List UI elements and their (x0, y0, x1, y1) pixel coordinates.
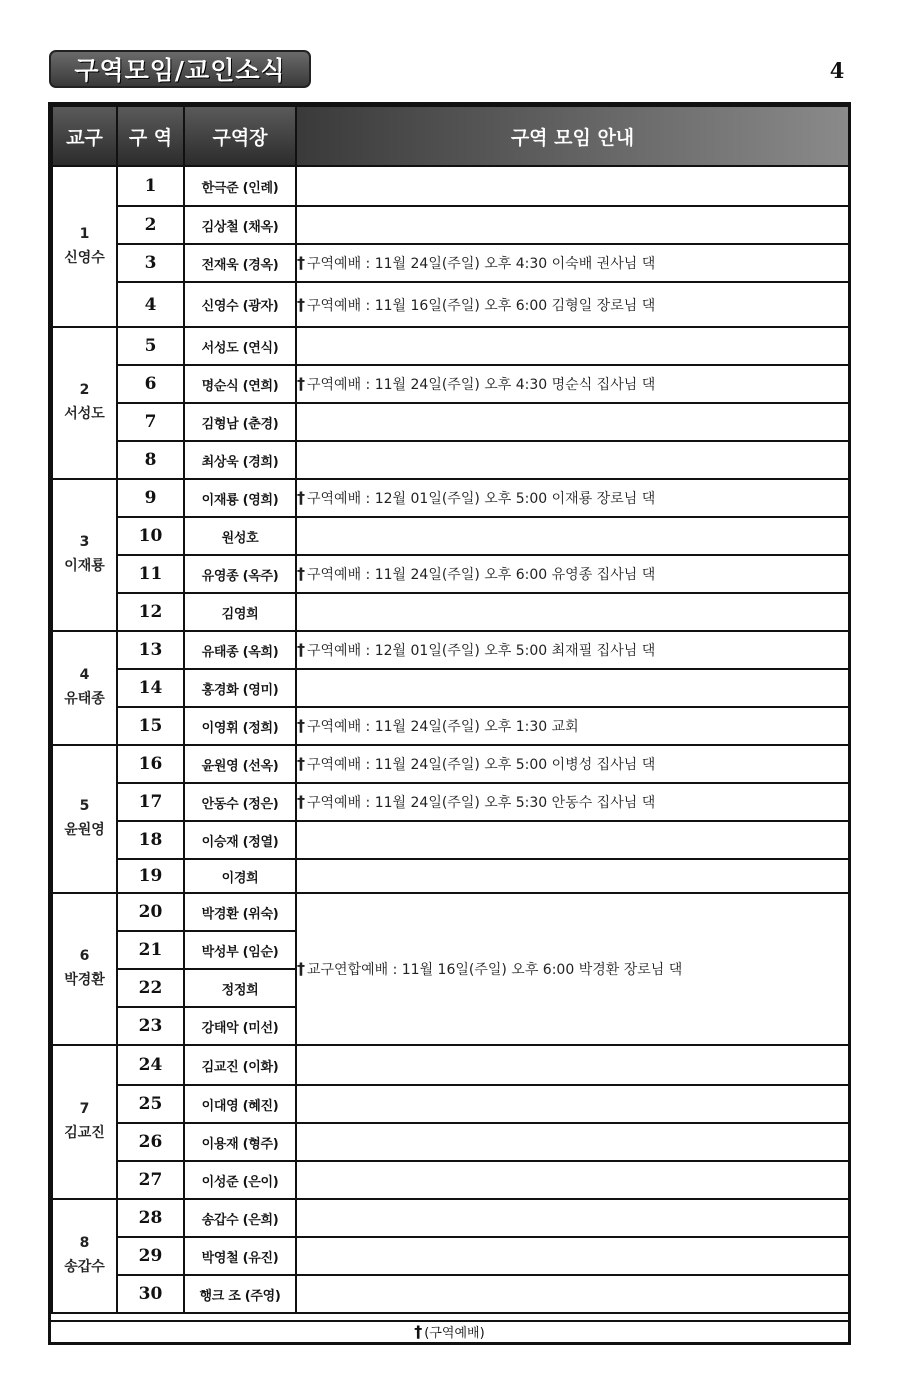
zone-leader-name: 박영철 (유진) (184, 1237, 296, 1275)
zone-leader-name: 박성부 (임순) (184, 931, 296, 969)
table-row (52, 893, 849, 931)
zone-number: 28 (117, 1199, 184, 1237)
meeting-info-cell (296, 1161, 849, 1199)
meeting-info-cell (296, 859, 849, 893)
district-leader: 신영수 (64, 249, 105, 266)
table-header-row (52, 106, 849, 166)
zone-leader-name: 유영종 (옥주) (184, 555, 296, 593)
district-leader: 이재룡 (64, 558, 105, 574)
table-row (52, 403, 849, 441)
meeting-info-text: 교구연합예배 : 11월 16일(주일) 오후 6:00 박경환 장로님 댁 (307, 962, 683, 978)
meeting-info-cell (296, 1123, 849, 1161)
zone-leader-name: 윤원영 (선옥) (184, 745, 296, 783)
district-number: 2 (79, 382, 90, 399)
district-number: 3 (79, 534, 90, 551)
table-row (52, 1275, 849, 1313)
zone-leader-name: 이대영 (혜진) (184, 1085, 296, 1123)
zone-number: 15 (117, 707, 184, 745)
zone-number: 21 (117, 931, 184, 969)
district-cell (52, 166, 117, 327)
zone-leader-name: 이경희 (184, 859, 296, 893)
meeting-info-cell (296, 441, 849, 479)
zone-leader-name: 김상철 (채옥) (184, 206, 296, 244)
zone-number: 2 (117, 206, 184, 244)
zone-number: 30 (117, 1275, 184, 1313)
cross-icon: † (297, 640, 305, 659)
zone-leader-name: 서성도 (연식) (184, 327, 296, 365)
meeting-info-cell (296, 327, 849, 365)
zone-number: 3 (117, 244, 184, 282)
zone-leader-name: 이성준 (은이) (184, 1161, 296, 1199)
zone-leader-name: 김영희 (184, 593, 296, 631)
district-number: 5 (79, 798, 90, 815)
footer-legend (51, 1320, 848, 1342)
meeting-info-cell (296, 593, 849, 631)
district-number: 8 (79, 1235, 90, 1252)
meeting-info-cell (296, 517, 849, 555)
zone-leader-name: 송갑수 (은희) (184, 1199, 296, 1237)
zone-leader-name: 이용재 (형주) (184, 1123, 296, 1161)
district-leader: 서성도 (64, 406, 105, 422)
zone-leader-name: 김형남 (춘경) (184, 403, 296, 441)
zone-number: 23 (117, 1007, 184, 1045)
meeting-info-text: 구역예배 : 12월 01일(주일) 오후 5:00 최재필 집사님 댁 (307, 643, 656, 659)
meeting-info-text: 구역예배 : 12월 01일(주일) 오후 5:00 이재룡 장로님 댁 (307, 491, 656, 507)
district-cell (52, 745, 117, 893)
district-cell (52, 631, 117, 745)
district-cell (52, 1199, 117, 1313)
meeting-info-text: 구역예배 : 11월 24일(주일) 오후 4:30 이숙배 권사님 댁 (307, 256, 656, 272)
zone-leader-name: 이재룡 (영희) (184, 479, 296, 517)
zone-number: 6 (117, 365, 184, 403)
table-row (52, 745, 849, 783)
meeting-info-cell (296, 244, 849, 282)
table-row (52, 1237, 849, 1275)
district-table (51, 105, 850, 1314)
cross-icon: † (297, 374, 305, 393)
zone-number: 9 (117, 479, 184, 517)
cross-icon: † (414, 1322, 423, 1341)
zone-number: 17 (117, 783, 184, 821)
table-row (52, 669, 849, 707)
district-cell (52, 327, 117, 479)
district-cell (52, 1045, 117, 1199)
meeting-info-cell (296, 631, 849, 669)
district-cell (52, 479, 117, 631)
district-leader: 윤원영 (64, 822, 105, 838)
zone-number: 7 (117, 403, 184, 441)
zone-number: 10 (117, 517, 184, 555)
zone-number: 20 (117, 893, 184, 931)
zone-number: 27 (117, 1161, 184, 1199)
district-leader: 송갑수 (64, 1259, 105, 1275)
meeting-info-cell (296, 282, 849, 327)
zone-number: 14 (117, 669, 184, 707)
district-cell (52, 893, 117, 1045)
zone-number: 13 (117, 631, 184, 669)
district-number: 7 (79, 1101, 90, 1118)
meeting-info-cell (296, 1275, 849, 1313)
table-row (52, 1123, 849, 1161)
cross-icon: † (297, 564, 305, 583)
zone-leader-name: 한극준 (인례) (184, 166, 296, 206)
meeting-info-cell (296, 821, 849, 859)
zone-leader-name: 이승재 (정열) (184, 821, 296, 859)
meeting-info-cell (296, 166, 849, 206)
table-row (52, 555, 849, 593)
zone-number: 26 (117, 1123, 184, 1161)
zone-leader-name: 행크 조 (주영) (184, 1275, 296, 1313)
district-leader: 박경환 (64, 972, 105, 988)
cross-icon: † (297, 294, 305, 314)
zone-leader-name: 정정희 (184, 969, 296, 1007)
zone-number: 1 (117, 166, 184, 206)
zone-number: 29 (117, 1237, 184, 1275)
meeting-info-cell (296, 707, 849, 745)
meeting-info-cell (296, 403, 849, 441)
footer-legend-text: (구역예배) (424, 1326, 485, 1341)
zone-leader-name: 홍경화 (영미) (184, 669, 296, 707)
meeting-info-cell (296, 1237, 849, 1275)
zone-leader-name: 전재욱 (경옥) (184, 244, 296, 282)
zone-leader-name: 안동수 (정은) (184, 783, 296, 821)
section-title: 구역모임/교인소식 (74, 56, 286, 85)
meeting-info-text: 구역예배 : 11월 24일(주일) 오후 6:00 유영종 집사님 댁 (307, 567, 656, 583)
meeting-info-cell (296, 1085, 849, 1123)
meeting-info-text: 구역예배 : 11월 24일(주일) 오후 5:30 안동수 집사님 댁 (307, 795, 656, 811)
zone-number: 22 (117, 969, 184, 1007)
cross-icon: † (297, 754, 305, 773)
zone-leader-name: 최상욱 (경희) (184, 441, 296, 479)
zone-leader-name: 신영수 (광자) (184, 282, 296, 327)
meeting-info-cell (296, 745, 849, 783)
zone-number: 16 (117, 745, 184, 783)
table-row (52, 1161, 849, 1199)
zone-leader-name: 김교진 (이화) (184, 1045, 296, 1085)
zone-number: 11 (117, 555, 184, 593)
meeting-info-cell (296, 893, 849, 1045)
table-row (52, 365, 849, 403)
district-number: 1 (79, 225, 90, 242)
table-row (52, 479, 849, 517)
district-number: 6 (79, 948, 90, 965)
cross-icon: † (297, 716, 305, 735)
zone-leader-name: 강태악 (미선) (184, 1007, 296, 1045)
meeting-info-cell (296, 1045, 849, 1085)
zone-leader-name: 유태종 (옥희) (184, 631, 296, 669)
column-header-zone: 구 역 (117, 106, 184, 166)
table-row (52, 631, 849, 669)
meeting-info-text: 구역예배 : 11월 16일(주일) 오후 6:00 김형일 장로님 댁 (307, 297, 656, 314)
zone-number: 4 (117, 282, 184, 327)
column-header-leader: 구역장 (184, 106, 296, 166)
table-row (52, 1199, 849, 1237)
section-title-box (49, 50, 311, 88)
table-row (52, 327, 849, 365)
column-header-district: 교구 (52, 106, 117, 166)
zone-number: 8 (117, 441, 184, 479)
meeting-info-cell (296, 555, 849, 593)
meeting-info-text: 구역예배 : 11월 24일(주일) 오후 1:30 교회 (307, 719, 579, 735)
zone-leader-name: 명순식 (연희) (184, 365, 296, 403)
district-leader: 유태종 (64, 691, 105, 707)
meeting-info-cell (296, 669, 849, 707)
meeting-info-cell (296, 365, 849, 403)
table-row (52, 593, 849, 631)
table-row (52, 707, 849, 745)
cross-icon: † (297, 959, 305, 978)
cross-icon: † (297, 488, 305, 507)
district-number: 4 (79, 667, 90, 684)
table-body (52, 166, 849, 1313)
table-row (52, 517, 849, 555)
zone-leader-name: 이영휘 (정희) (184, 707, 296, 745)
district-leader: 김교진 (64, 1125, 105, 1141)
meeting-info-text: 구역예배 : 11월 24일(주일) 오후 5:00 이병성 집사님 댁 (307, 757, 656, 773)
column-header-meeting-info: 구역 모임 안내 (296, 106, 849, 166)
meeting-info-text: 구역예배 : 11월 24일(주일) 오후 4:30 명순식 집사님 댁 (307, 377, 656, 393)
table-row (52, 1085, 849, 1123)
zone-number: 25 (117, 1085, 184, 1123)
table-row (52, 821, 849, 859)
table-row (52, 206, 849, 244)
cross-icon: † (297, 792, 305, 811)
cross-icon: † (297, 253, 305, 272)
table-row (52, 441, 849, 479)
meeting-info-cell (296, 206, 849, 244)
table-row (52, 282, 849, 327)
zone-number: 24 (117, 1045, 184, 1085)
table-row (52, 166, 849, 206)
zone-number: 5 (117, 327, 184, 365)
zone-number: 18 (117, 821, 184, 859)
table-row (52, 859, 849, 893)
table-row (52, 783, 849, 821)
zone-number: 12 (117, 593, 184, 631)
zone-number: 19 (117, 859, 184, 893)
meeting-info-cell (296, 1199, 849, 1237)
table-row (52, 1045, 849, 1085)
page-number: 4 (829, 58, 845, 83)
zone-leader-name: 원성호 (184, 517, 296, 555)
meeting-info-cell (296, 783, 849, 821)
meeting-info-cell (296, 479, 849, 517)
table-row (52, 244, 849, 282)
zone-leader-name: 박경환 (위숙) (184, 893, 296, 931)
